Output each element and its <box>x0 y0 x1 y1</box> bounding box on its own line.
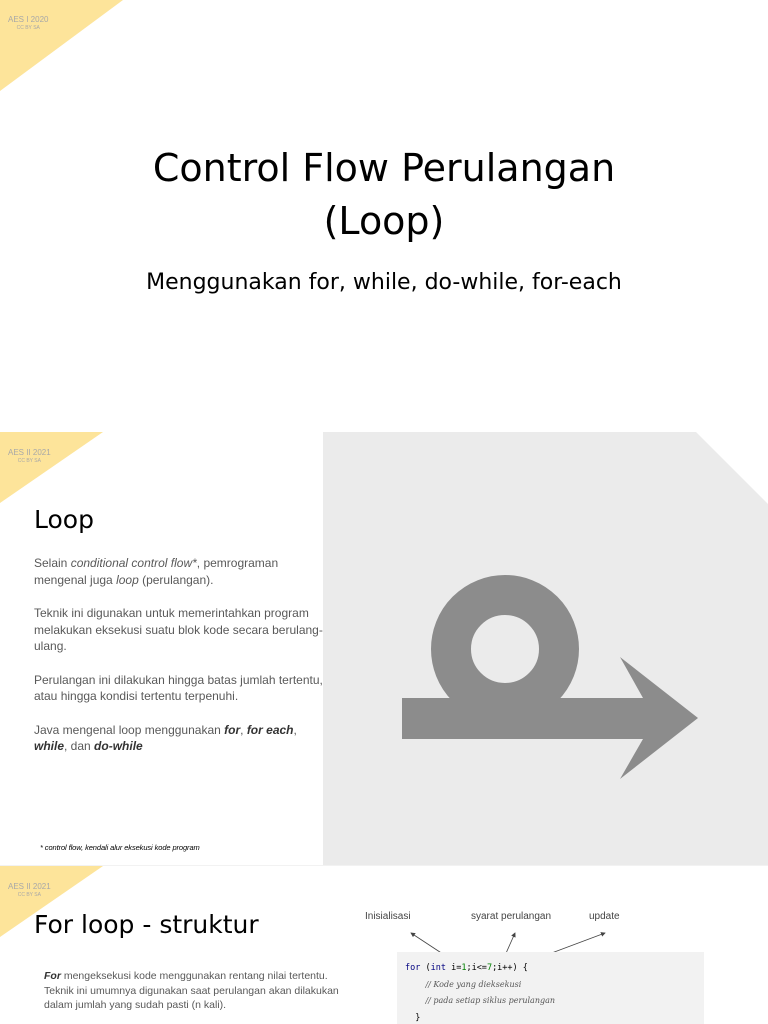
label-initialization: Inisialisasi <box>365 911 411 922</box>
code-comment-1: // Kode yang dieksekusi <box>425 979 522 989</box>
slide-heading: For loop - struktur <box>34 910 259 939</box>
paragraph-2: Teknik ini digunakan untuk memerintahkan program melakukan eksekusi suatu blok kode secara berulang-ulang. <box>34 606 323 653</box>
corner-license: CC BY SA <box>16 25 40 31</box>
slide-body <box>34 555 324 772</box>
slide-subtitle: Menggunakan for, while, do-while, for-each <box>146 270 622 295</box>
paragraph-4: Java mengenal loop menggunakan for, for each, while, dan do-while <box>34 722 297 753</box>
corner-title: AES II 2021 <box>8 448 51 457</box>
corner-triangle <box>0 432 104 504</box>
corner-license: CC BY SA <box>17 458 41 464</box>
slide-for-loop <box>0 866 768 1024</box>
code-block: for (int i=1;i<=7;i++) { // Kode yang dieksekusi // pada setiap siklus perulangan } <box>397 952 704 1024</box>
paragraph-1: Selain conditional control flow*, pemrograman mengenal juga loop (perulangan). <box>34 556 279 587</box>
slide-heading: Loop <box>34 505 94 534</box>
label-condition: syarat perulangan <box>471 911 552 922</box>
corner-license: CC BY SA <box>17 892 41 898</box>
corner-title: AES I 2020 <box>8 15 49 24</box>
slide-loop <box>0 432 768 865</box>
title-line-2: (Loop) <box>323 199 445 243</box>
label-update: update <box>589 911 620 922</box>
slide-body: For mengeksekusi kode menggunakan rentang nilai tertentu. Teknik ini umumnya digunakan saat perulangan akan dilakukan dalam jumlah yang sudah pasti (n kali). <box>44 970 339 1011</box>
slide-title <box>0 0 768 432</box>
corner-label <box>8 15 48 31</box>
title-line-1: Control Flow Perulangan <box>152 146 616 190</box>
code-comment-2: // pada setiap siklus perulangan <box>425 996 556 1005</box>
corner-triangle <box>0 0 124 92</box>
corner-title: AES II 2021 <box>8 882 51 891</box>
loop-arrow-icon <box>323 432 768 865</box>
footnote: * control flow, kendali alur eksekusi kode program <box>40 843 200 852</box>
corner-label <box>8 448 51 464</box>
paragraph-3: Perulangan ini dilakukan hingga batas jumlah tertentu, atau hingga kondisi tertentu terpenuhi. <box>34 672 323 703</box>
slide-title-text <box>0 142 768 248</box>
